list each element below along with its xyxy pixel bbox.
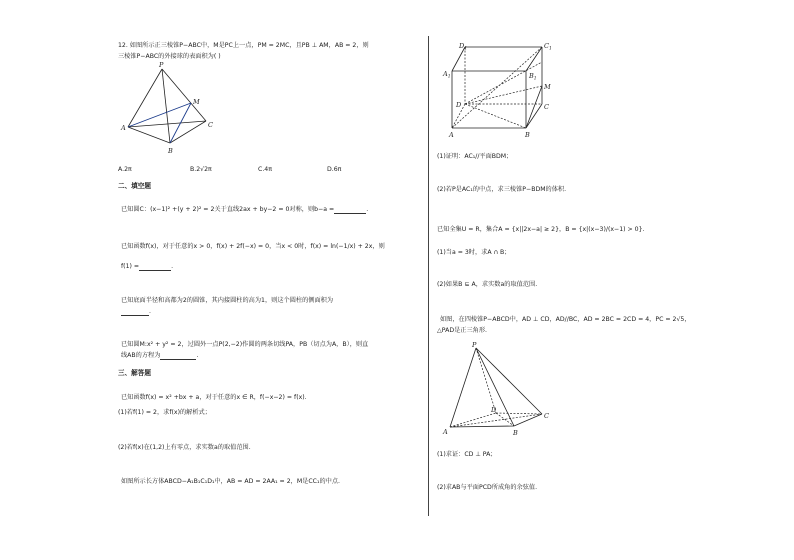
fill-question-1: 已知圆C：(x−1)² +(y + 2)² = 2关于直线2ax + by−2 = 0对称，则b−a = .	[121, 206, 369, 213]
label-B1: $B_1$	[529, 72, 537, 82]
label-A: A	[449, 131, 454, 139]
answer-question-3-stem: 已知全集U = R，集合A = {x||2x−a| ≥ 2}，B = {x|(x−3)/(x−1) > 0}.	[437, 226, 645, 233]
label-D: D	[456, 101, 462, 109]
label-M: M	[544, 83, 551, 91]
column-divider	[428, 36, 429, 516]
answer-question-1-part2: (2)若f(x)在(1,2)上有零点，求实数a的取值范围.	[118, 444, 251, 451]
fill-question-2-line2: f(1) = .	[121, 263, 174, 270]
pyramid-figure	[440, 340, 570, 440]
label-M: M	[193, 98, 200, 106]
label-C1: $C_1$	[544, 42, 552, 52]
fill-question-3-line1: 已知底面半径和高都为2的圆锥，其内接圆柱的高为1，则这个圆柱的侧面积为	[121, 297, 334, 304]
label-D: D	[491, 406, 497, 414]
answer-question-1-stem: 已知函数f(x) = x² +bx + a，对于任意的x ∈ R，f(−x−2) = f(x).	[121, 394, 307, 401]
label-C: C	[544, 103, 549, 111]
answer-question-3-part2: (2)如果B ⊆ A，求实数a的取值范围.	[437, 281, 538, 288]
answer-question-4-stem-line1: 如图，在四棱锥P−ABCD中，AD ⊥ CD，AD//BC，AD = 2BC = 2CD = 4，PC = 2√5，	[440, 316, 691, 323]
q12-option-d: D.6π	[327, 166, 342, 173]
cuboid-figure	[440, 40, 560, 145]
label-A: A	[121, 124, 126, 132]
label-A1: $A_1$	[443, 70, 451, 80]
label-C: C	[544, 412, 549, 420]
answer-question-3-part1: (1)当a = 3时，求A ∩ B；	[437, 249, 511, 256]
section-answers: 三、解答题	[118, 369, 151, 377]
label-P: P	[472, 341, 477, 349]
answer-question-4-stem-line2: △PAD是正三角形.	[437, 327, 487, 334]
tetrahedron-figure	[115, 60, 225, 160]
answer-question-2-part1: (1)证明：AC₁//平面BDM；	[437, 153, 513, 160]
label-C: C	[208, 121, 213, 129]
answer-question-4-part1: (1)求证：CD ⊥ PA；	[437, 451, 497, 458]
section-fill-in: 二、填空题	[118, 182, 151, 190]
answer-question-1-part1: (1)若f(1) = 2，求f(x)的解析式；	[118, 409, 211, 416]
label-B: B	[525, 131, 530, 139]
fill-question-4-line1: 已知圆M:x² + y² = 2，过圆外一点P(2,−2)作圆的两条切线PA，PB（切点为A，B），则直	[121, 341, 369, 348]
label-B: B	[513, 429, 518, 437]
fill-question-3-blank: .	[121, 308, 151, 316]
fill-question-4-line2: 线AB的方程为 .	[121, 352, 199, 359]
q12-option-b: B.2√2π	[190, 166, 212, 173]
label-D1: $D_1$	[459, 42, 468, 52]
label-B: B	[168, 147, 173, 155]
q12-line1: 12. 如图所示正三棱锥P−ABC中，M是PC上一点，PM = 2MC，且PB ⊥ AM，AB = 2，则	[118, 42, 369, 49]
q12-line2: 三棱锥P−ABC的外接球的表面积为( )	[118, 53, 221, 60]
answer-question-2-stem: 如图所示长方体ABCD−A₁B₁C₁D₁中，AB = AD = 2AA₁ = 2，M是CC₁的中点.	[121, 478, 340, 485]
q12-option-a: A.2π	[118, 166, 132, 173]
label-P: P	[159, 61, 164, 69]
answer-question-2-part2: (2)若P是AC₁的中点，求三棱锥P−BDM的体积.	[437, 186, 567, 193]
fill-question-2-line1: 已知函数f(x)，对于任意的x > 0，f(x) + 2f(−x) = 0，当x < 0时，f(x) = ln(−1/x) + 2x，则	[121, 243, 385, 250]
label-A: A	[443, 428, 448, 436]
q12-option-c: C.4π	[258, 166, 272, 173]
answer-question-4-part2: (2)求AB与平面PCD所成角的余弦值.	[437, 484, 538, 491]
